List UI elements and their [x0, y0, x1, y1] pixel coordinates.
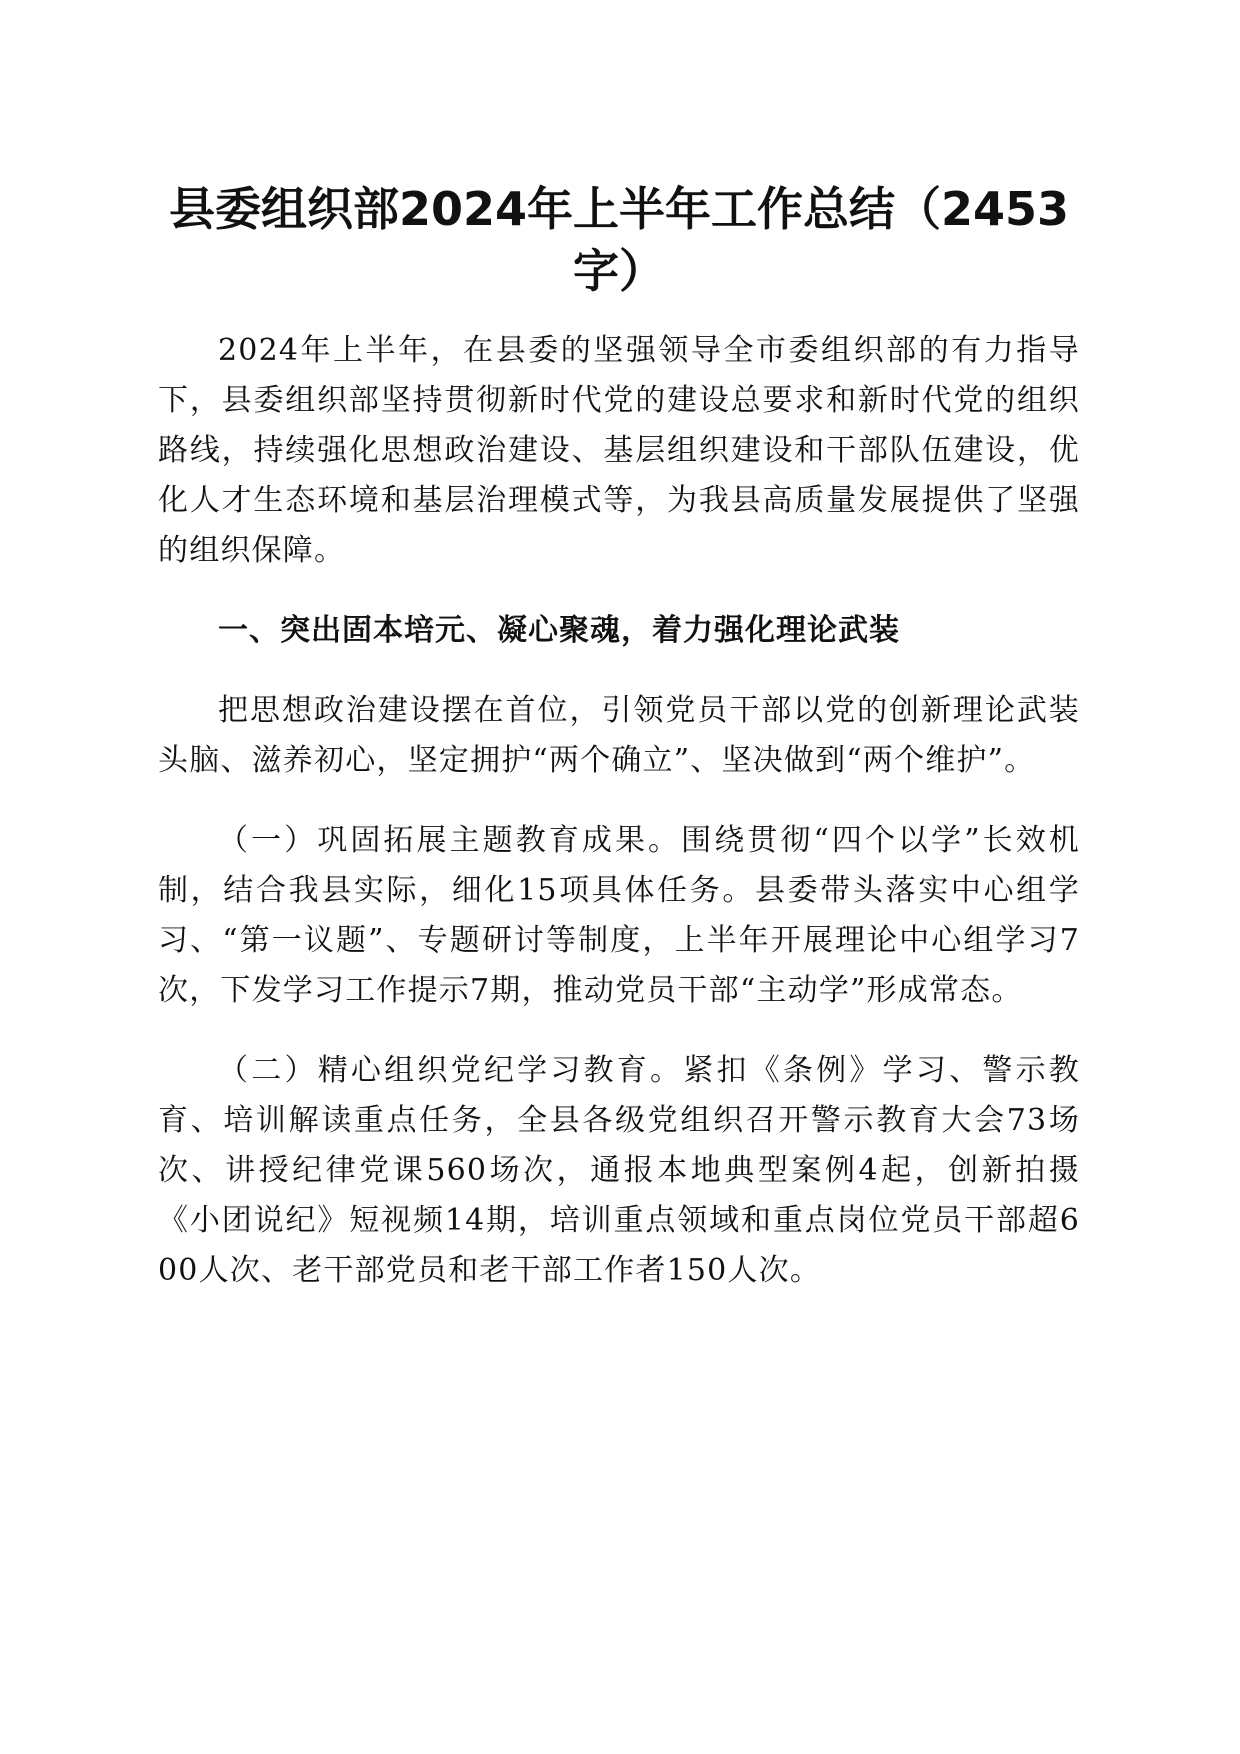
item-1-paragraph: （一）巩固拓展主题教育成果。围绕贯彻“四个以学”长效机制，结合我县实际，细化15项具体任务。县委带头落实中心组学习、“第一议题”、专题研讨等制度，上半年开展理论中心组学习7次，下发学习工作提示7期，推动党员干部“主动学”形成常态。	[158, 823, 1080, 1008]
item-2-paragraph: （二）精心组织党纪学习教育。紧扣《条例》学习、警示教育、培训解读重点任务，全县各级党组织召开警示教育大会73场次、讲授纪律党课560场次，通报本地典型案例4起，创新拍摄《小团说纪》短视频14期，培训重点领域和重点岗位党员干部超600人次、老干部党员和老干部工作者150人次。	[158, 1053, 1080, 1288]
intro-paragraph: 2024年上半年，在县委的坚强领导全市委组织部的有力指导下，县委组织部坚持贯彻新时代党的建设总要求和新时代党的组织路线，持续强化思想政治建设、基层组织建设和干部队伍建设，优化人才生态环境和基层治理模式等，为我县高质量发展提供了坚强的组织保障。	[158, 333, 1080, 568]
section-1-intro-paragraph: 把思想政治建设摆在首位，引领党员干部以党的创新理论武装头脑、滋养初心，坚定拥护“两个确立”、坚决做到“两个维护”。	[158, 693, 1080, 778]
section-1-heading: 一、突出固本培元、凝心聚魂，着力强化理论武装	[218, 613, 900, 648]
document-body	[158, 178, 1080, 1296]
document-title: 县委组织部2024年上半年工作总结（2453字）	[168, 182, 1070, 298]
